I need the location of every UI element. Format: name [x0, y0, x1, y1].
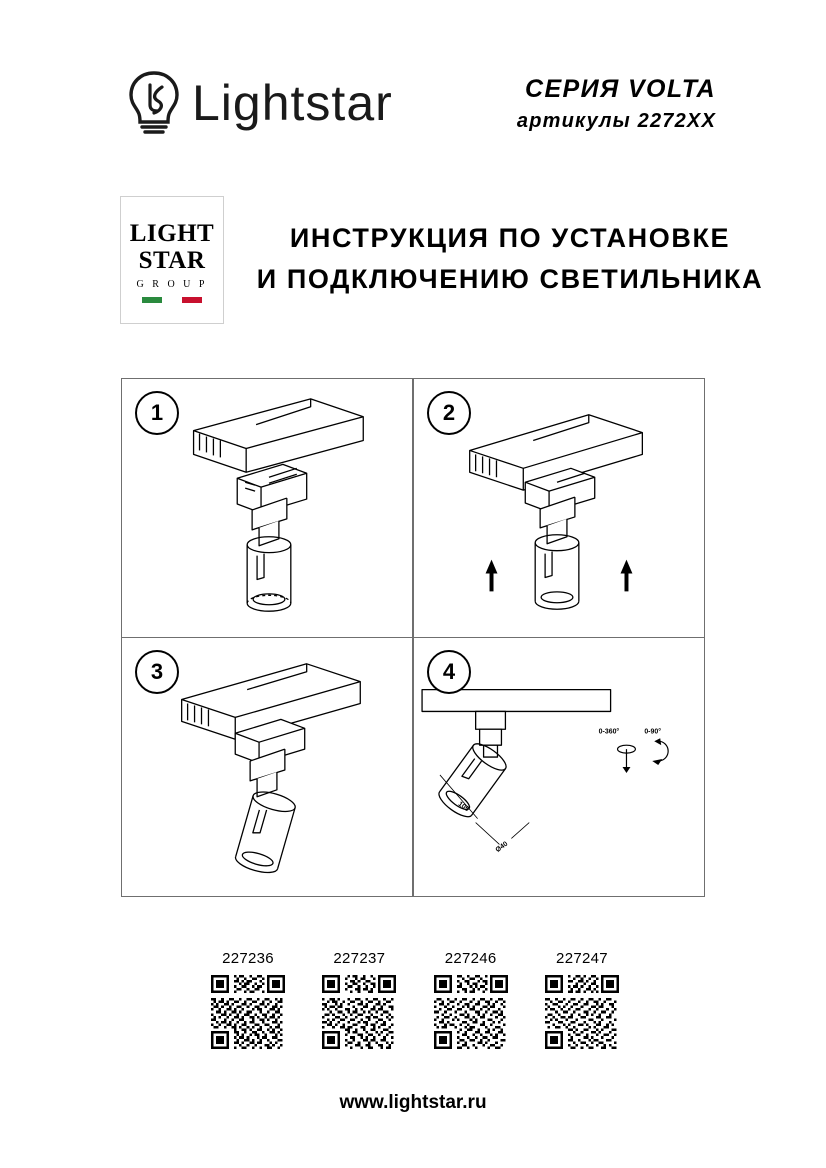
footer-website[interactable]: www.lightstar.ru: [339, 1092, 487, 1113]
group-logo-line2: STAR: [138, 246, 206, 274]
qr-code-227247-icon[interactable]: [545, 975, 619, 1049]
italy-flag-icon: [142, 297, 202, 303]
code-item: [534, 950, 630, 1049]
step-1-number: 1: [135, 391, 179, 435]
group-logo-line3: G R O U P: [136, 278, 208, 290]
step-4-number: 4: [427, 650, 471, 694]
title-band: [0, 196, 826, 326]
rotation-horizontal-label: 0-360°: [598, 728, 620, 736]
lightstar-group-logo: [120, 196, 224, 324]
series-articles: артикулы 2272XX: [516, 110, 716, 133]
up-arrow-icons: [486, 560, 633, 592]
article-number: 227247: [556, 950, 608, 967]
step-3-cell: [121, 637, 413, 897]
page-header: [0, 58, 826, 148]
page-title-line-1: ИНСТРУКЦИЯ ПО УСТАНОВКЕ: [289, 223, 731, 253]
page-title: [245, 218, 775, 299]
article-codes-row: [200, 950, 630, 1049]
diameter-label: Ø40: [494, 840, 510, 854]
length-label: 105: [456, 800, 471, 814]
brand-logo: [122, 58, 422, 148]
code-item: [423, 950, 519, 1049]
step-2-cell: [413, 378, 705, 638]
series-title: СЕРИЯ VOLTA: [525, 75, 716, 103]
article-number: 227246: [444, 950, 497, 967]
qr-code-227236-icon[interactable]: [211, 975, 285, 1049]
code-item: [200, 950, 296, 1049]
article-number: 227237: [333, 950, 386, 967]
step-2-number: 2: [427, 391, 471, 435]
qr-code-227246-icon[interactable]: [434, 975, 508, 1049]
step-4-cell: [413, 637, 705, 897]
page-title-line-2: И ПОДКЛЮЧЕНИЮ СВЕТИЛЬНИКА: [256, 263, 764, 294]
qr-code-227237-icon[interactable]: [322, 975, 396, 1049]
article-number: 227236: [222, 950, 274, 967]
series-info: [517, 74, 716, 135]
code-item: [311, 950, 407, 1049]
rotation-icons: [618, 738, 669, 773]
step-1-cell: [121, 378, 413, 638]
step-3-number: 3: [135, 650, 179, 694]
group-logo-line1: LIGHT: [129, 220, 215, 248]
lightstar-bulb-logo-icon: [122, 67, 186, 139]
rotation-vertical-label: 0-90°: [644, 728, 662, 736]
brand-name: Lightstar: [192, 75, 393, 131]
steps-grid: [121, 378, 705, 897]
